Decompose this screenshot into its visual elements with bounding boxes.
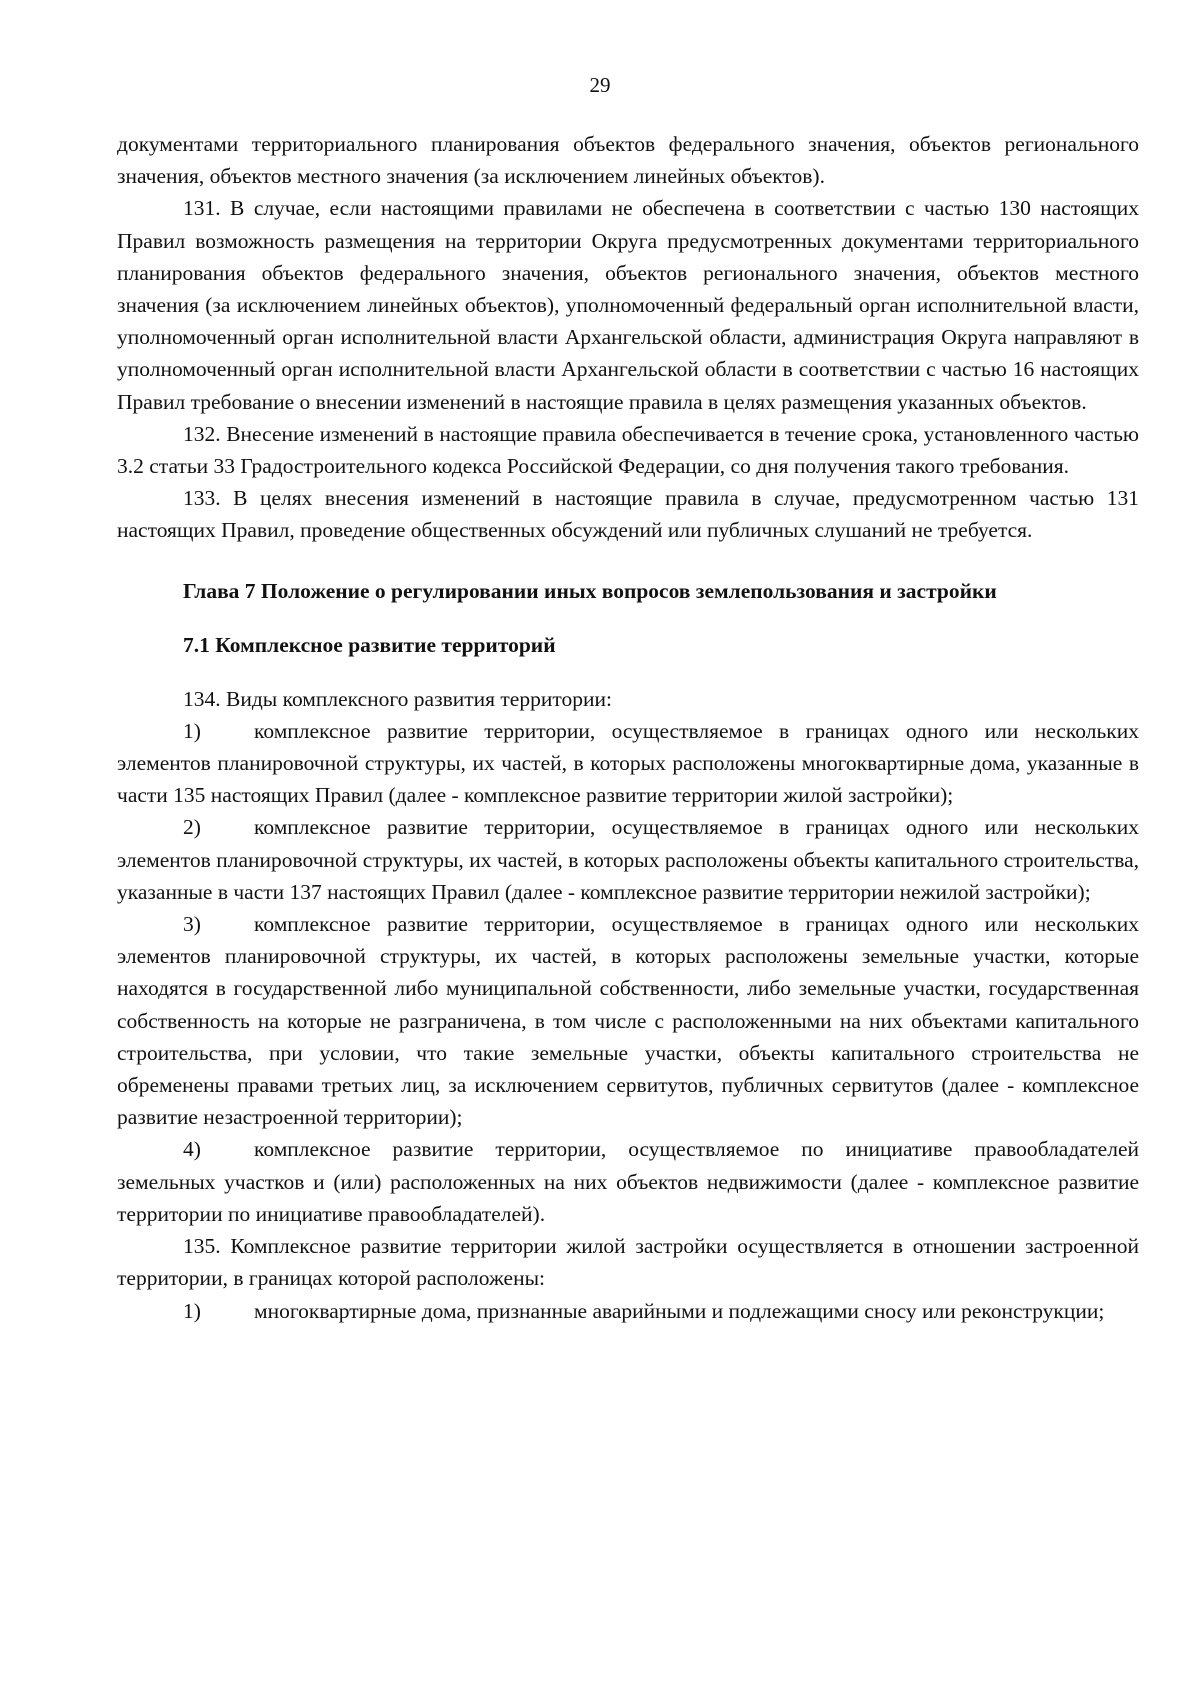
list-item-number: 4) xyxy=(183,1137,201,1162)
list-item-134-1 xyxy=(117,715,1139,812)
document-body xyxy=(117,128,1139,1327)
list-item-text: комплексное развитие территории, осуществляемое в границах одного или нескольких элементов планировочной структуры, их частей, в которых расположены объекты капитального строительства, указанные в части 137 настоящих Правил (далее - комплексное развитие территории нежилой застройки); xyxy=(117,815,1139,904)
page-number: 29 xyxy=(589,73,611,97)
paragraph-continuation: документами территориального планирования объектов федерального значения, объектов регионального значения, объектов местного значения (за исключением линейных объектов). xyxy=(117,132,1139,189)
list-item-number: 3) xyxy=(183,912,201,937)
list-item-135-1 xyxy=(117,1295,1139,1327)
list-item-text: многоквартирные дома, признанные аварийными и подлежащими сносу или реконструкции; xyxy=(254,1298,1105,1323)
list-item-text: комплексное развитие территории, осуществляемое в границах одного или нескольких элементов планировочной структуры, их частей, в которых расположены земельные участки, которые находятся в государственной либо муниципальной собственности, либо земельные участки, государственная собственность на которые не разграничена, в том числе с расположенными на них объектами капитального строительства, при условии, что такие земельные участки, объекты капитального строительства не обременены правами третьих лиц, за исключением сервитутов, публичных сервитутов (далее - комплексное развитие незастроенной территории); xyxy=(117,912,1139,1130)
list-item-134-4 xyxy=(117,1133,1139,1230)
list-item-134-3 xyxy=(117,908,1139,1133)
paragraph-131: 131. В случае, если настоящими правилами не обеспечена в соответствии с частью 130 настоящих Правил возможность размещения на территории Округа предусмотренных документами территориального планирования объектов федерального значения, объектов регионального значения, объектов местного значения (за исключением линейных объектов), уполномоченный федеральный орган исполнительной власти, уполномоченный орган исполнительной власти Архангельской области, администрация Округа направляют в уполномоченный орган исполнительной власти Архангельской области в соответствии с частью 16 настоящих Правил требование о внесении изменений в настоящие правила в целях размещения указанных объектов. xyxy=(117,196,1139,414)
section-heading: 7.1 Комплексное развитие территорий xyxy=(183,632,556,657)
list-item-number: 1) xyxy=(183,1298,201,1323)
chapter-heading: Глава 7 Положение о регулировании иных вопросов землепользования и застройки xyxy=(183,578,997,603)
paragraph-133: 133. В целях внесения изменений в настоящие правила в случае, предусмотренном частью 131 настоящих Правил, проведение общественных обсуждений или публичных слушаний не требуется. xyxy=(117,486,1139,543)
list-item-134-2 xyxy=(117,811,1139,908)
paragraph-132: 132. Внесение изменений в настоящие правила обеспечивается в течение срока, установленного частью 3.2 статьи 33 Градостроительного кодекса Российской Федерации, со дня получения такого требования. xyxy=(117,421,1139,479)
list-item-text: комплексное развитие территории, осуществляемое по инициативе правообладателей земельных участков и (или) расположенных на них объектов недвижимости (далее - комплексное развитие территории по инициативе правообладателей). xyxy=(117,1137,1139,1226)
list-item-number: 1) xyxy=(183,718,201,743)
list-item-number: 2) xyxy=(183,815,201,840)
paragraph-135-intro: 135. Комплексное развитие территории жилой застройки осуществляется в отношении застроенной территории, в границах которой расположены: xyxy=(117,1234,1139,1291)
paragraph-134-intro: 134. Виды комплексного развития территории: xyxy=(183,686,612,711)
list-item-text: комплексное развитие территории, осуществляемое в границах одного или нескольких элементов планировочной структуры, их частей, в которых расположены многоквартирные дома, указанные в части 135 настоящих Правил (далее - комплексное развитие территории жилой застройки); xyxy=(117,718,1139,808)
